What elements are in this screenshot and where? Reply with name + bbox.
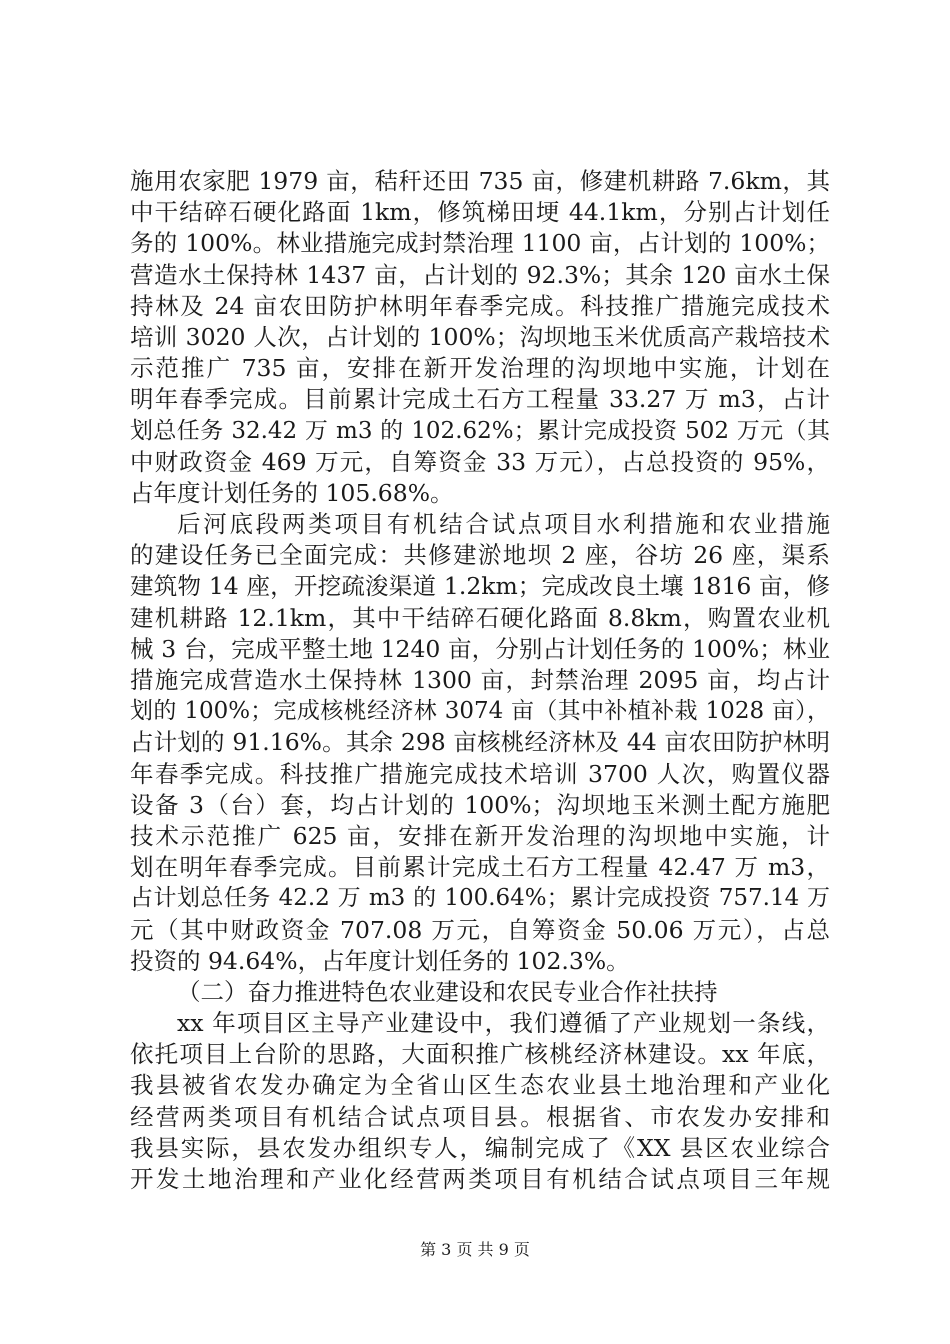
- text-line: 务的 100%。林业措施完成封禁治理 1100 亩，占计划的 100%；: [130, 229, 830, 258]
- text-line: 划总任务 32.42 万 m3 的 102.62%；累计完成投资 502 万元（其: [130, 417, 830, 444]
- text-line: 经营两类项目有机结合试点项目县。根据省、市农发办安排和: [130, 1102, 830, 1131]
- text-line: 械 3 台，完成平整土地 1240 亩，分别占计划任务的 100%；林业: [130, 634, 830, 663]
- text-line: 占计划总任务 42.2 万 m3 的 100.64%；累计完成投资 757.14 万: [130, 885, 830, 912]
- text-line: 施用农家肥 1979 亩，秸秆还田 735 亩，修建机耕路 7.6km，其: [130, 167, 830, 195]
- document-body: [130, 166, 830, 1195]
- text-line: 我县被省农发办确定为全省山区生态农业县土地治理和产业化: [130, 1071, 830, 1100]
- text-line: 占计划的 91.16%。其余 298 亩核桃经济林及 44 亩农田防护林明: [130, 728, 830, 757]
- paragraph-first-line: xx 年项目区主导产业建设中，我们遵循了产业规划一条线，: [177, 1009, 830, 1038]
- paragraph-first-line: 后河底段两类项目有机结合试点项目水利措施和农业措施: [177, 510, 830, 539]
- text-line: 示范推广 735 亩，安排在新开发治理的沟坝地中实施，计划在: [130, 354, 830, 383]
- text-line: 元（其中财政资金 707.08 万元，自筹资金 50.06 万元），占总: [130, 915, 830, 944]
- text-line: 开发土地治理和产业化经营两类项目有机结合试点项目三年规: [130, 1165, 830, 1193]
- text-line: 营造水土保持林 1437 亩，占计划的 92.3%；其余 120 亩水土保: [130, 260, 830, 289]
- text-line: 投资的 94.64%，占年度计划任务的 102.3%。: [130, 946, 630, 975]
- text-line: 划的 100%；完成核桃经济林 3074 亩（其中补植补栽 1028 亩），: [130, 698, 830, 725]
- text-line: 的建设任务已全面完成：共修建淤地坝 2 座，谷坊 26 座，渠系: [130, 541, 830, 570]
- page-footer: 第 3 页 共 9 页: [420, 1240, 530, 1259]
- text-line: 持林及 24 亩农田防护林明年春季完成。科技推广措施完成技术: [130, 291, 830, 320]
- text-line: 我县实际，县农发办组织专人，编制完成了《XX 县区农业综合: [130, 1133, 830, 1162]
- text-line: 措施完成营造水土保持林 1300 亩，封禁治理 2095 亩，均占计: [130, 666, 830, 694]
- text-line: 技术示范推广 625 亩，安排在新开发治理的沟坝地中实施，计: [130, 821, 830, 850]
- section-heading: （二）奋力推进特色农业建设和农民专业合作社扶持: [177, 977, 718, 1006]
- text-line: 中干结碎石硬化路面 1km，修筑梯田埂 44.1km，分别占计划任: [130, 198, 830, 227]
- text-line: 培训 3020 人次，占计划的 100%；沟坝地玉米优质高产栽培技术: [130, 322, 830, 351]
- text-line: 建机耕路 12.1km，其中干结碎石硬化路面 8.8km，购置农业机: [130, 603, 830, 632]
- text-line: 设备 3（台）套，均占计划的 100%；沟坝地玉米测土配方施肥: [130, 790, 830, 819]
- text-line: 建筑物 14 座，开挖疏浚渠道 1.2km；完成改良土壤 1816 亩，修: [130, 572, 830, 601]
- text-line: 依托项目上台阶的思路，大面积推广核桃经济林建设。xx 年底，: [130, 1040, 830, 1069]
- text-line: 中财政资金 469 万元，自筹资金 33 万元），占总投资的 95%，: [130, 447, 830, 476]
- text-line: 明年春季完成。目前累计完成土石方工程量 33.27 万 m3，占计: [130, 385, 830, 414]
- text-line: 占年度计划任务的 105.68%。: [130, 478, 454, 507]
- text-line: 年春季完成。科技推广措施完成技术培训 3700 人次，购置仪器: [130, 759, 830, 788]
- text-line: 划在明年春季完成。目前累计完成土石方工程量 42.47 万 m3，: [130, 853, 830, 882]
